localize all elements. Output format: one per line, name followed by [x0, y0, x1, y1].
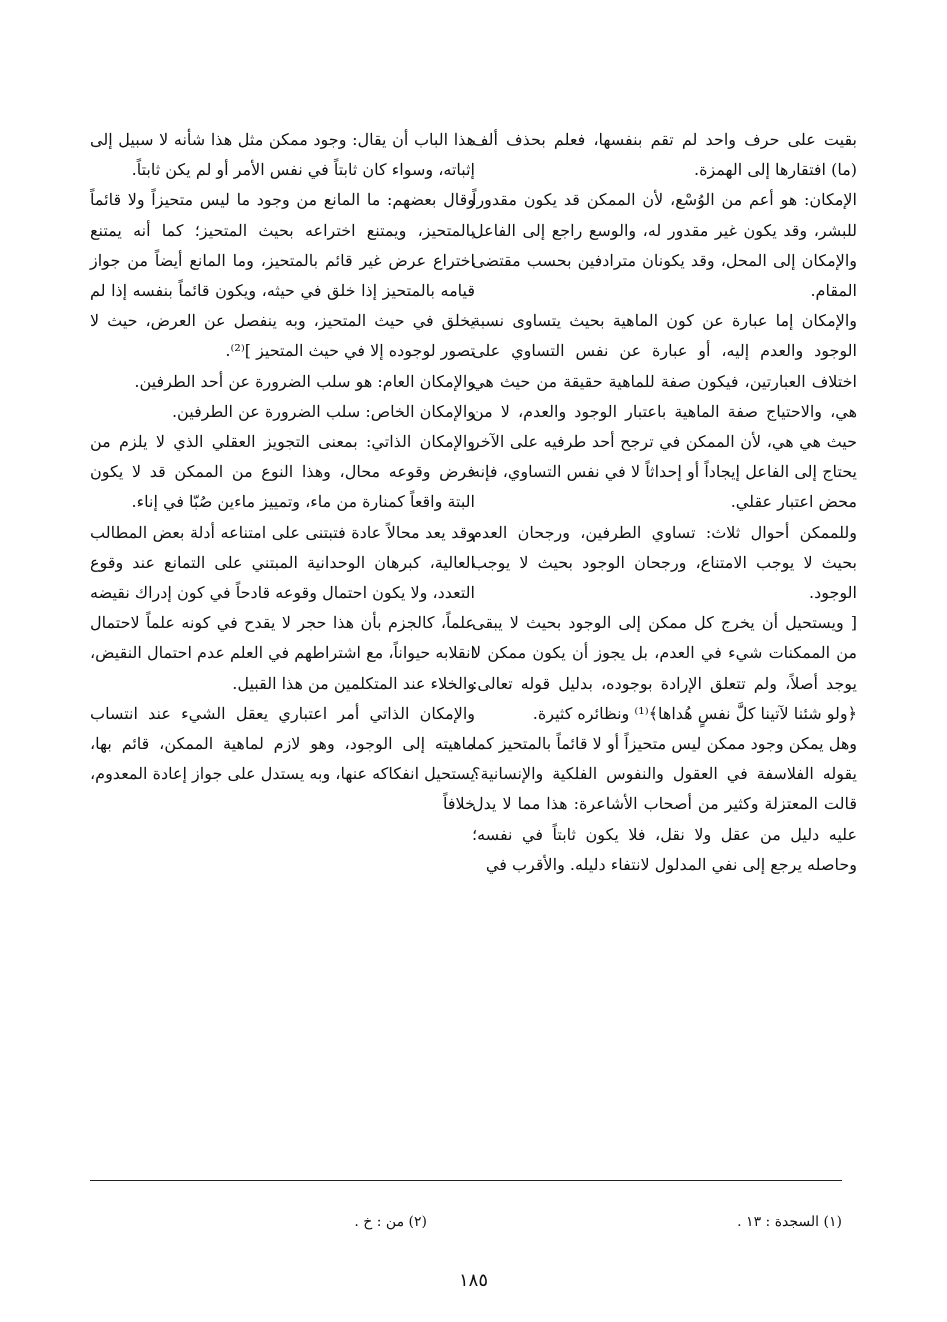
paragraph: هذا الباب أن يقال: وجود ممكن مثل هذا شأنه لا سبيل إلى إثباته، وسواء كان ثابتاً في نفس الأمر أو لم يكن ثابتاً. [90, 130, 475, 180]
paragraph: والإمكان إما عبارة عن كون الماهية بحيث يتساوى نسبة الوجود والعدم إليه، أو عبارة عن نفس التساوي على اختلاف العبارتين، فيكون صفة للماهية حقيقة من حيث هي هي، والاحتياج صفة الماهية باعتبار الوجود والعدم، لا من حيث هي هي، لأن الممكن في ترجح أحد طرفيه على الآخر يحتاج إلى الفاعل إيجاداً أو إحداثاً لا في نفس التساوي، فإنه محض اعتبار عقلي. [472, 311, 857, 512]
paragraph: والإمكان العام: هو سلب الضرورة عن أحد الطرفين. [134, 371, 475, 391]
footnote-divider [90, 1180, 842, 1181]
paragraph: وقال بعضهم: ما المانع من وجود ما ليس متحيزاً ولا قائماً بالمتحيز، ويمتنع اختراعه بحيث المتحيز؛ كما أنه يمتنع اختراع عرض غير قائم بالمتحيز، وما المانع أيضاً من جواز قيامه بالمتحيز إذا خلق في حيثه، ويكون قائماً بنفسه إذا لم يخلق في حيث المتحيز، وبه ينفصل عن العرض، حيث لا تصور لوجوده إلا في حيث المتحيز ]⁽²⁾. [90, 190, 475, 361]
right-text-column [472, 125, 857, 880]
left-text-column [90, 125, 475, 820]
paragraph: وقد يعد محالاً عادة فتبتنى على امتناعه أدلة بعض المطالب العالية، كبرهان الوحدانية المبتني على التمانع عند وقوع التعدد، ولا يكون احتمال وقوعه قادحاً في كون إدراك نقيضه علماً، كالجزم بأن هذا حجر لا يقدح في كونه علماً لاحتمال انقلابه حيواناً، مع اشتراطهم في العلم عدم احتمال النقيض، والخلاء عند المتكلمين من هذا القبيل. [90, 522, 476, 693]
paragraph: والإمكان الذاتي: بمعنى التجويز العقلي الذي لا يلزم من فرض وقوعه محال، وهذا النوع من الممكن قد لا يكون البتة واقعاً كمنارة من ماء، وتمييز ماءين صُبّا في إناء. [90, 432, 475, 512]
paragraph: [ ويستحيل أن يخرج كل ممكن إلى الوجود بحيث لا يبقى من الممكنات شيء في العدم، بل يجوز أن يكون ممكن لا يوجد أصلاً، ولم تتعلق الإرادة بوجوده، بدليل قوله تعالى: ﴿ولو شئنا لآتينا كلَّ نفسٍ هُداها﴾⁽¹⁾ ونظائره كثيرة. [472, 613, 857, 723]
paragraph: الإمكان: هو أعم من الوُسْع، لأن الممكن قد يكون مقدوراً للبشر، وقد يكون غير مقدور له، والوسع راجع إلى الفاعل والإمكان إلى المحل، وقد يكونان مترادفين بحسب مقتضى المقام. [472, 190, 857, 301]
footnote-1: (١) السجدة : ١٣ . [737, 1214, 842, 1230]
footnote-2: (٢) من : خ . [354, 1214, 427, 1230]
paragraph: وهل يمكن وجود ممكن ليس متحيزاً أو لا قائماً بالمتحيز كما يقوله الفلاسفة في العقول والنفوس الفلكية والإنسانية؟ قالت المعتزلة وكثير من أصحاب الأشاعرة: هذا مما لا يدل عليه دليل من عقل ولا نقل، فلا يكون ثابتاً في نفسه؛ وحاصله يرجع إلى نفي المدلول لانتفاء دليله. والأقرب في [472, 734, 857, 874]
paragraph: وللممكن أحوال ثلاث: تساوي الطرفين، ورجحان العدم بحيث لا يوجب الامتناع، ورجحان الوجود بحيث لا يوجب الوجود. [472, 522, 857, 603]
paragraph: بقيت على حرف واحد لم تقم بنفسها، فعلم بحذف ألف (ما) افتقارها إلى الهمزة. [472, 130, 857, 180]
paragraph: والإمكان الخاص: سلب الضرورة عن الطرفين. [171, 401, 475, 421]
paragraph: والإمكان الذاتي أمر اعتباري يعقل الشيء عند انتساب ماهيته إلى الوجود، وهو لازم لماهية الممكن، قائم بها، يستحيل انفكاكه عنها، وبه يستدل على جواز إعادة المعدوم، خلافاً [90, 703, 476, 814]
page-number: ١٨٥ [458, 1270, 488, 1291]
